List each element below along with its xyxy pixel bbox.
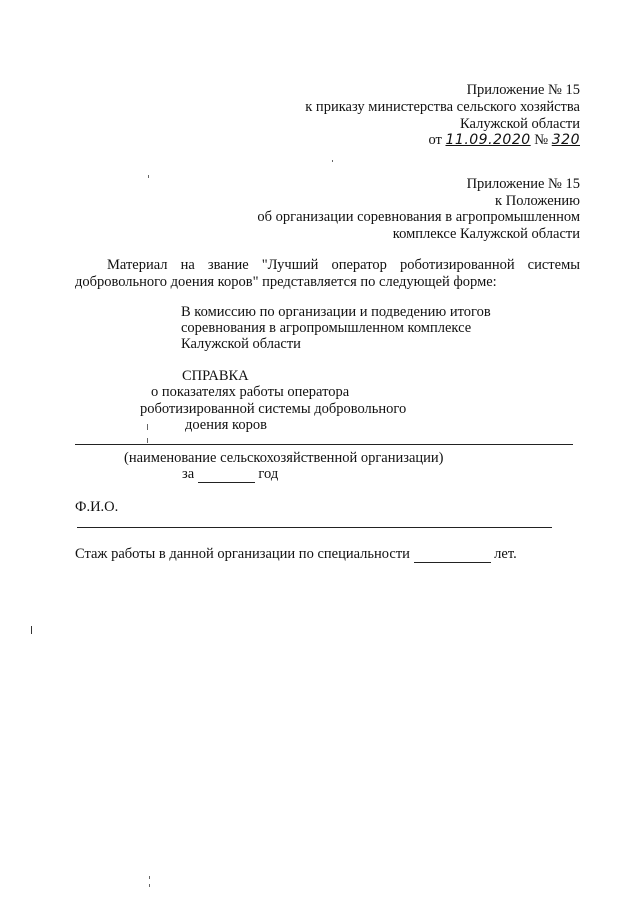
- appendix-order-title: Приложение № 15: [466, 82, 580, 98]
- appendix-regulation-title: Приложение № 15: [466, 176, 580, 192]
- appendix-order-date-line: [428, 132, 580, 149]
- org-name-field-line: [75, 444, 573, 445]
- scan-speck: [147, 424, 148, 430]
- certificate-line-2: роботизированной системы добровольного: [140, 401, 407, 417]
- fio-label: Ф.И.О.: [75, 499, 119, 515]
- year-line: [182, 466, 278, 483]
- intro-word: оператор: [331, 257, 387, 273]
- date-prefix: от: [428, 132, 442, 148]
- intro-word: роботизированной: [399, 257, 515, 273]
- experience-label: Стаж работы в данной организации по специальности: [75, 546, 410, 562]
- certificate-line-3: доения коров: [185, 417, 267, 433]
- org-name-caption: (наименование сельскохозяйственной организации): [124, 450, 444, 466]
- intro-paragraph: [75, 257, 580, 291]
- intro-word: "Лучший: [261, 257, 319, 273]
- addressee-line-2: соревнования в агропромышленном комплексе: [181, 320, 472, 336]
- intro-word: Материал: [107, 257, 168, 273]
- appendix-order-ref: к приказу министерства сельского хозяйства: [305, 99, 580, 115]
- scan-speck: [149, 884, 150, 887]
- experience-suffix: лет.: [494, 546, 517, 562]
- intro-word: системы: [527, 257, 580, 273]
- scan-speck: [148, 175, 149, 178]
- handwritten-number: 320: [551, 132, 580, 148]
- number-label: №: [534, 132, 549, 148]
- experience-line: [75, 546, 517, 563]
- year-prefix: за: [182, 466, 195, 482]
- scan-speck: [332, 160, 333, 162]
- appendix-regulation-subject: об организации соревнования в агропромышленном: [257, 209, 580, 225]
- appendix-regulation-region: комплексе Калужской области: [392, 226, 580, 242]
- certificate-title: СПРАВКА: [182, 368, 249, 384]
- addressee-line-1: В комиссию по организации и подведению итогов: [181, 304, 491, 320]
- experience-blank: [414, 548, 491, 563]
- scan-speck: [31, 626, 32, 634]
- intro-word: звание: [207, 257, 249, 273]
- appendix-order-region: Калужской области: [460, 116, 580, 132]
- appendix-regulation-ref: к Положению: [495, 193, 580, 209]
- intro-line-2: добровольного доения коров" представляется по следующей форме:: [75, 274, 497, 290]
- intro-word: на: [180, 257, 195, 273]
- addressee-line-3: Калужской области: [181, 336, 301, 352]
- certificate-line-1: о показателях работы оператора: [151, 384, 350, 400]
- handwritten-date: 11.09.2020: [445, 132, 531, 148]
- year-suffix: год: [258, 466, 279, 482]
- intro-line-1: [75, 257, 580, 274]
- year-blank: [198, 468, 255, 483]
- scan-speck: [147, 438, 148, 443]
- fio-field-line: [77, 527, 552, 528]
- scan-speck: [149, 876, 150, 879]
